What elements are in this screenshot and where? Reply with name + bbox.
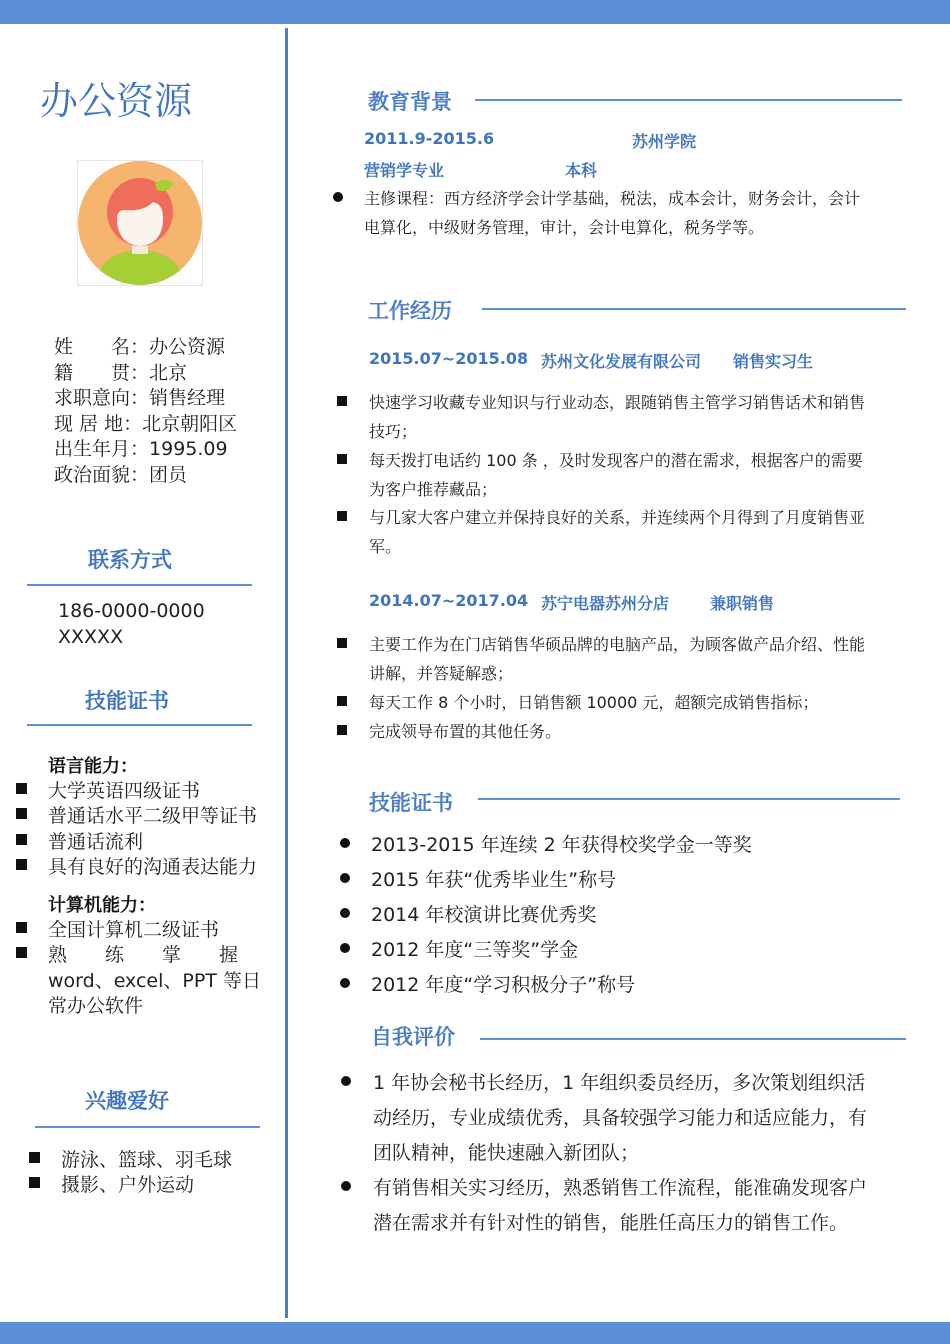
avatar-girl-icon [77,160,203,286]
job2-line: 讲解，并答疑解惑； [369,664,514,683]
bullet-square [16,947,27,958]
contact-heading: 联系方式 [88,548,172,572]
bullet-square [16,834,27,845]
job1-line: 每天拨打电话约 100 条 ，及时发现客户的潜在需求，根据客户的需要 [369,451,863,470]
awards-rule [478,798,900,800]
self-line: 潜在需求并有针对性的销售，能胜任高压力的销售工作。 [373,1212,849,1234]
list-item: 具有良好的沟通表达能力 [48,856,258,878]
job2-line: 完成领导布置的其他任务。 [369,722,562,741]
work-rule [482,308,906,310]
job2-line: 主要工作为在门店销售华硕品牌的电脑产品，为顾客做产品介绍、性能 [369,635,866,654]
job2-line: 每天工作 8 个小时，日销售额 10000 元，超额完成销售指标； [369,693,819,712]
info-birth: 出生年月：1995.09 [54,438,228,460]
self-line: 1 年协会秘书长经历，1 年组织委员经历，多次策划组织活 [373,1072,866,1094]
bullet-square [337,511,347,521]
list-item-continued: word、excel、PPT 等日 [48,970,261,992]
education-major: 营销学专业 [364,161,445,180]
bullet-square [337,638,347,648]
candidate-name: 办公资源 [40,79,193,123]
list-item: 游泳、篮球、羽毛球 [61,1149,233,1171]
education-degree: 本科 [565,161,598,180]
bullet-dot [340,873,350,883]
info-residence: 现 居 地：北京朝阳区 [54,412,238,435]
self-heading: 自我评价 [371,1025,455,1049]
job1-role: 销售实习生 [733,352,814,371]
bullet-dot [340,943,350,953]
bullet-square [16,922,27,933]
bullet-square [16,783,27,794]
bullet-square [337,696,347,706]
bullet-dot [341,1181,351,1191]
job1-company: 苏州文化发展有限公司 [541,352,702,371]
job2-period: 2014.07~2017.04 [369,591,529,610]
language-heading: 语言能力： [48,756,138,777]
list-item: 普通话水平二级甲等证书 [48,805,258,827]
education-rule [475,99,902,101]
list-item: 普通话流利 [48,831,144,853]
self-line: 团队精神，能快速融入新团队； [373,1142,640,1164]
awards-heading: 技能证书 [369,791,453,815]
bullet-dot [340,838,350,848]
list-item: 熟 练 掌 握 [48,944,239,966]
computer-heading: 计算机能力： [48,895,156,916]
self-line: 动经历，专业成绩优秀，具备较强学习能力和适应能力，有 [373,1107,868,1129]
self-line: 有销售相关实习经历，熟悉销售工作流程，能准确发现客户 [373,1177,868,1199]
bullet-dot [340,908,350,918]
education-heading: 教育背景 [368,90,452,114]
courses-line: 电算化，中级财务管理，审计，会计电算化，税务学等。 [364,218,765,237]
bullet-square [16,859,27,870]
bullet-square [29,1152,40,1163]
top-banner [0,0,950,24]
award-item: 2014 年校演讲比赛优秀奖 [371,904,597,926]
list-item: 摄影、户外运动 [61,1174,195,1196]
award-item: 2012 年度“三等奖”学金 [371,939,579,961]
hobbies-heading: 兴趣爱好 [85,1089,169,1113]
job1-line: 军。 [369,537,402,556]
hobbies-rule [35,1126,260,1128]
job2-company: 苏宁电器苏州分店 [541,594,670,613]
bullet-dot [340,978,350,988]
info-objective: 求职意向：销售经理 [54,387,226,409]
list-item: 大学英语四级证书 [48,780,201,802]
job2-role: 兼职销售 [710,594,775,613]
bullet-square [337,454,347,464]
job1-line: 为客户推荐藏品； [369,480,498,499]
skills-rule [27,724,252,726]
info-hometown: 籍 贯：北京 [54,361,188,384]
self-rule [480,1038,906,1040]
job1-line: 技巧； [369,422,418,441]
education-school: 苏州学院 [632,132,697,151]
award-item: 2012 年度“学习积极分子”称号 [371,974,636,996]
skills-heading: 技能证书 [85,689,169,713]
bullet-square [337,396,347,406]
list-item-continued: 常办公软件 [48,995,144,1017]
contact-rule [27,584,252,586]
bullet-dot [341,1076,351,1086]
education-period: 2011.9-2015.6 [364,129,495,148]
info-politics: 政治面貌：团员 [54,463,188,486]
job1-line: 与几家大客户建立并保持良好的关系，并连续两个月得到了月度销售亚 [369,508,866,527]
job1-period: 2015.07~2015.08 [369,349,529,368]
work-heading: 工作经历 [368,299,452,323]
bullet-square [16,808,27,819]
bullet-square [29,1177,40,1188]
info-name: 姓 名：办公资源 [54,336,226,358]
bottom-banner [0,1322,950,1344]
contact-phone: 186-0000-0000 [58,600,205,622]
award-item: 2013-2015 年连续 2 年获得校奖学金一等奖 [371,834,752,856]
courses-line: 主修课程：西方经济学会计学基础，税法，成本会计，财务会计，会计 [364,189,861,208]
bullet-square [337,725,347,735]
column-divider [285,28,288,1318]
contact-email: XXXXX [58,626,124,648]
list-item: 全国计算机二级证书 [48,919,220,941]
bullet-dot [333,192,343,202]
award-item: 2015 年获“优秀毕业生”称号 [371,869,617,891]
job1-line: 快速学习收藏专业知识与行业动态，跟随销售主管学习销售话术和销售 [369,393,866,412]
